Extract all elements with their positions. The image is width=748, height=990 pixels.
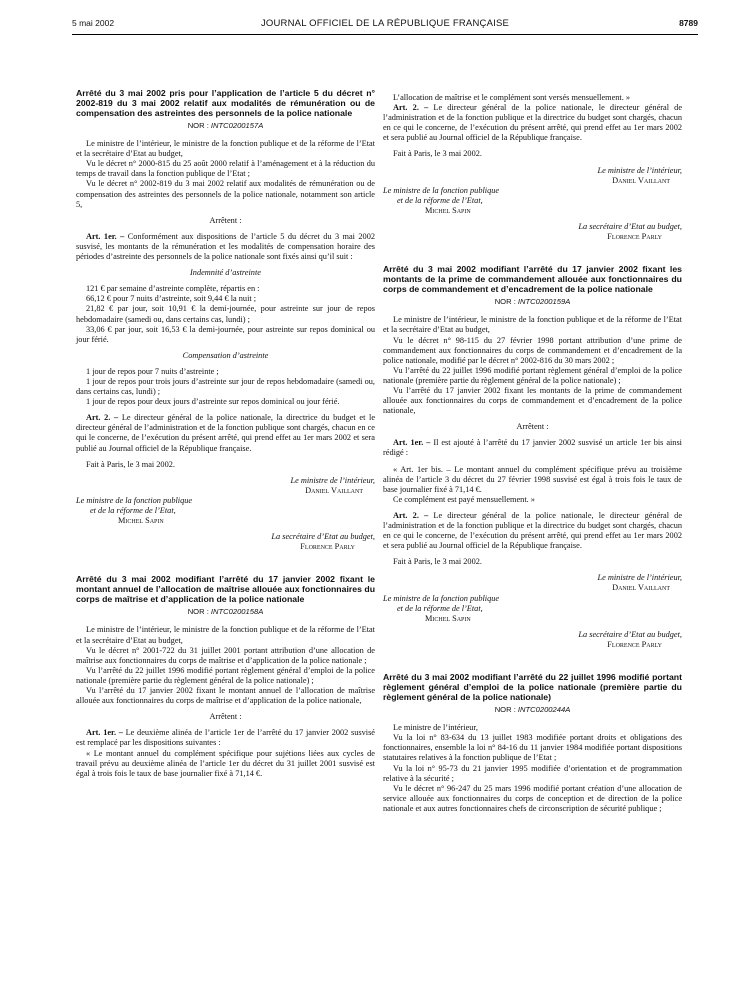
preamble: Le ministre de l’intérieur, le ministre de la fonction publique et de la réforme de l’Etat et la secrétaire d’Etat au budget, [76, 625, 375, 645]
signatory-name: Florence Parly [607, 232, 662, 242]
compensation-line: 1 jour de repos pour 7 nuits d’astreinte ; [86, 366, 219, 376]
preamble: Vu l’arrêté du 22 juillet 1996 modifié portant règlement général d’emploi de la police nationale (première partie du règlement général de la police nationale) ; [383, 365, 682, 385]
article-1: Art. 1er. – Conformément aux dispositions de l’article 5 du décret du 3 mai 2002 susvisé, les montants de la rémunération et les modalités de compensation horaire des périodes d’astreinte des personnels de la police nationale sont fixés ainsi qu’il suit : [76, 231, 375, 262]
page-header [72, 18, 698, 32]
signatory-role: et de la réforme de l’Etat, [397, 195, 483, 205]
quoted-text: Ce complément est payé mensuellement. » [393, 494, 535, 504]
arretent: Arrêtent : [516, 422, 549, 432]
article-title: Arrêté du 3 mai 2002 modifiant l’arrêté du 17 janvier 2002 fixant le montant annuel de l’allocation de maîtrise allouée aux fonctionnaires du corps de maîtrise et d’application de la police nationale [76, 574, 375, 605]
signatory-name: Michel Sapin [118, 516, 164, 526]
header-page-number: 8789 [679, 18, 698, 28]
compensation-line: 1 jour de repos pour trois jours d’astreinte sur jour de repos hebdomadaire (samedi ou, dans certains cas, lundi) ; [76, 376, 375, 397]
preamble: Vu le décret n° 2001-722 du 31 juillet 2001 portant attribution d’une allocation de maîtrise aux fonctionnaires du corps de maîtrise et d’application de la police nationale ; [76, 645, 375, 665]
article-2: Art. 2. – Le directeur général de la police nationale, le directeur général de l’administration et de la fonction publique et la directrice du budget sont chargés, chacun en ce qui le concerne, de l’exécution du présent arrêté, qui prend effet au 1er mars 2002 et sera publié au Journal officiel de la République française. [383, 510, 682, 551]
right-column [383, 93, 682, 814]
section-heading: Indemnité d’astreinte [190, 268, 261, 278]
preamble: Vu le décret n° 96-247 du 25 mars 1996 modifié portant création d’une allocation de service allouée aux fonctionnaires du corps de conception et de direction de la police nationale et aux autres fonctionnaires chefs de circonscription de sécurité publique ; [383, 783, 682, 813]
article-title: Arrêté du 3 mai 2002 pris pour l’application de l’article 5 du décret n° 2002-819 du 3 mai 2002 relatif aux modalités de rémunération ou de compensation des astreintes des personnels de la police nationale [76, 88, 375, 118]
signatory-name: Daniel Vaillant [612, 583, 670, 593]
signatory-role: La secrétaire d’Etat au budget, [578, 222, 682, 232]
preamble: Le ministre de l’intérieur, le ministre de la fonction publique et de la réforme de l’Etat et la secrétaire d’Etat au budget, [383, 315, 682, 335]
signatory-role: Le ministre de l’intérieur, [597, 573, 682, 583]
signatory-name: Daniel Vaillant [612, 175, 670, 185]
header-date: 5 mai 2002 [72, 18, 115, 28]
signatory-name: Florence Parly [300, 542, 355, 552]
signatory-role: Le ministre de l’intérieur, [290, 475, 375, 485]
signatory-role: Le ministre de la fonction publique [76, 495, 193, 505]
signatory-name: Michel Sapin [425, 205, 471, 215]
fait-a-paris: Fait à Paris, le 3 mai 2002. [86, 459, 175, 469]
arretent: Arrêtent : [209, 712, 242, 722]
amount-line: 21,82 € par jour, soit 10,91 € la demi-journée, pour astreinte sur jour de repos hebdomadaire (samedi ou, dans certains cas, lundi) ; [76, 304, 375, 324]
quoted-text: « Le montant annuel du complément spécifique pour sujétions liées aux cycles de travail prévu au deuxième alinéa de l’article 1er du décret du 31 juillet 2001 susvisé est égal à trois fois le taux de base journalier fixé à 71,14 €. [76, 748, 375, 778]
signatory-role: La secrétaire d’Etat au budget, [271, 532, 375, 542]
preamble: Le ministre de l’intérieur, le ministre de la fonction publique et de la réforme de l’Etat et la secrétaire d’Etat au budget, [76, 139, 375, 159]
signatory-role: Le ministre de l’intérieur, [597, 165, 682, 175]
preamble: Vu le décret n° 98-115 du 27 février 1998 portant attribution d’une prime de commandement aux fonctionnaires du corps de commandement et d’encadrement de la police nationale, modifié par le décret n° 2002-816 du 30 mars 2002 ; [383, 335, 682, 365]
fait-a-paris: Fait à Paris, le 3 mai 2002. [393, 149, 482, 159]
article-title: Arrêté du 3 mai 2002 modifiant l’arrêté du 22 juillet 1996 modifié portant règlement général d’emploi de la police nationale (première partie du règlement général de la police nationale) [383, 672, 682, 703]
signatory-role: Le ministre de la fonction publique [383, 593, 500, 603]
preamble: Vu l’arrêté du 22 juillet 1996 modifié portant règlement général d’emploi de la police nationale (première partie du règlement général de la police nationale) ; [76, 665, 375, 685]
preamble: Vu le décret n° 2000-815 du 25 août 2000 relatif à l’aménagement et à la réduction du temps de travail dans la fonction publique de l’Etat ; [76, 159, 375, 179]
quoted-text: L’allocation de maîtrise et le complément sont versés mensuellement. » [393, 93, 631, 102]
signatory-role: et de la réforme de l’Etat, [397, 603, 483, 613]
amount-line: 33,06 € par jour, soit 16,53 € la demi-journée, pour astreinte sur repos dominical ou jour férié. [76, 324, 375, 344]
signatory-name: Florence Parly [607, 639, 662, 649]
amount-line: 66,12 € pour 7 nuits d’astreinte, soit 9,44 € la nuit ; [86, 294, 257, 304]
quoted-text: « Art. 1er bis. – Le montant annuel du complément spécifique prévu au troisième alinéa de l’article 3 du décret du 27 février 1998 susvisé est égal à trois fois le taux de base journalier fixé à 71,14 €. [383, 464, 682, 494]
signatory-role: et de la réforme de l’Etat, [90, 506, 176, 515]
article-2: Art. 2. – Le directeur général de la police nationale, la directrice du budget et le directeur général de l’administration et de la fonction publique sont chargés, chacun en ce qui le concerne, de l’exécution du présent arrêté, qui prend effet au 1er mars 2002 et sera publié au Journal officiel de la République française. [76, 413, 376, 453]
preamble: Vu l’arrêté du 17 janvier 2002 fixant les montants de la prime de commandement allouée aux fonctionnaires du corps de commandement et d’encadrement de la police nationale, [383, 385, 682, 416]
nor-reference: NOR : INTC0200157A [187, 121, 264, 130]
nor-reference: NOR : INTC0200158A [187, 607, 264, 617]
signatory-name: Daniel Vaillant [305, 485, 363, 495]
left-column [76, 88, 375, 779]
article-1: Art. 1er. – Le deuxième alinéa de l’article 1er de l’arrêté du 17 janvier 2002 susvisé est remplacé par les dispositions suivantes : [76, 728, 375, 748]
article-2: Art. 2. – Le directeur général de la police nationale, le directeur général de l’administration et de la fonction publique et la directrice du budget sont chargés, chacun en ce qui le concerne, de l’exécution du présent arrêté, qui prend effet au 1er mars 2002 et sera publié au Journal officiel de la République française. [383, 103, 682, 143]
signatory-role: La secrétaire d’Etat au budget, [578, 629, 682, 639]
article-1: Art. 1er. – Il est ajouté à l’arrêté du 17 janvier 2002 susvisé un article 1er bis ainsi rédigé : [383, 438, 682, 458]
arretent: Arrêtent : [209, 215, 242, 225]
preamble: Vu l’arrêté du 17 janvier 2002 fixant le montant annuel de l’allocation de maîtrise allouée aux fonctionnaires du corps de maîtrise et d’application de la police nationale, [76, 686, 375, 706]
preamble: Vu la loi n° 95-73 du 21 janvier 1995 modifiée d’orientation et de programmation relative à la sécurité ; [383, 763, 682, 783]
nor-reference: NOR : INTC0200159A [494, 297, 571, 307]
amount-line: 121 € par semaine d’astreinte complète, répartis en : [86, 284, 260, 294]
compensation-line: 1 jour de repos pour deux jours d’astreinte sur repos dominical ou jour férié. [86, 397, 340, 407]
article-title: Arrêté du 3 mai 2002 modifiant l’arrêté du 17 janvier 2002 fixant les montants de la prime de commandement allouée aux fonctionnaires du corps de commandement et d’encadrement de la police nationale [383, 264, 682, 295]
signatory-name: Michel Sapin [425, 613, 471, 623]
preamble: Vu la loi n° 83-634 du 13 juillet 1983 modifiée portant droits et obligations des fonctionnaires, ensemble la loi n° 84-16 du 11 janvier 1984 modifiée portant dispositions statutaires relatives à la fonction publique de l’Etat ; [383, 733, 682, 763]
fait-a-paris: Fait à Paris, le 3 mai 2002. [393, 557, 482, 567]
signatory-role: Le ministre de la fonction publique [383, 185, 500, 195]
preamble: Le ministre de l’intérieur, [393, 723, 478, 733]
nor-reference: NOR : INTC0200244A [494, 705, 571, 715]
preamble: Vu le décret n° 2002-819 du 3 mai 2002 relatif aux modalités de rémunération ou de compensation des astreintes des personnels de la police nationale, notamment son article 5, [76, 179, 375, 209]
header-rule [72, 34, 698, 35]
section-heading: Compensation d’astreinte [182, 350, 269, 360]
header-journal-title: JOURNAL OFFICIEL DE LA RÉPUBLIQUE FRANÇAISE [260, 18, 510, 29]
